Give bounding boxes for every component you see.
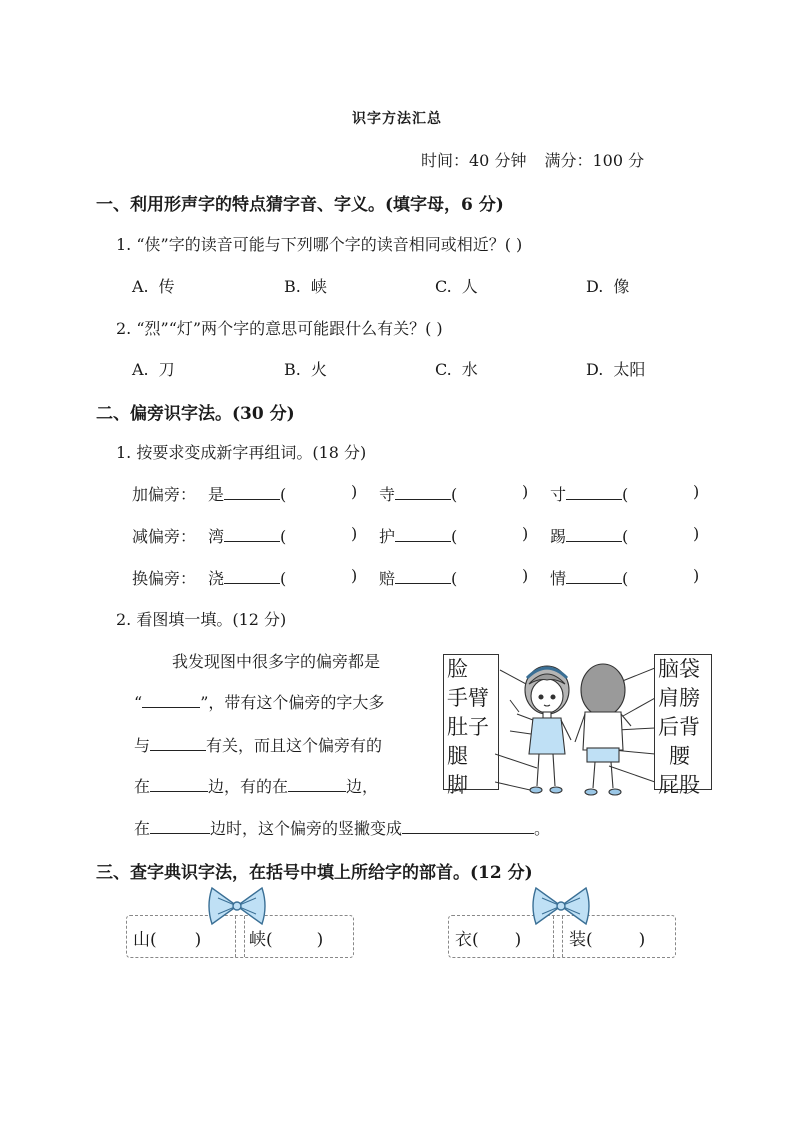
char-hou: 后 [658, 715, 679, 739]
bow-icon [206, 884, 268, 928]
answer-blank[interactable] [395, 483, 451, 500]
close-paren: ) [351, 524, 358, 543]
char-row [447, 684, 495, 713]
char-face: 脸 [447, 657, 468, 681]
s1-q2-stem: 2. “烈”“灯”两个字的意思可能跟什么有关？( ) [116, 319, 443, 338]
close-paren: ) [522, 566, 529, 585]
answer-blank[interactable] [224, 525, 280, 542]
row-label: 减偏旁： [132, 527, 197, 546]
fill-item: 赔 ( [379, 569, 458, 588]
s1-q2-option-c[interactable]: C. 水 [435, 360, 478, 379]
answer-blank[interactable] [224, 567, 280, 584]
char-bag: 袋 [679, 657, 700, 681]
s1-q1-option-d[interactable]: D. 像 [586, 277, 630, 296]
s1-q2-option-b[interactable]: B. 火 [284, 360, 327, 379]
close-paren: ) [351, 566, 358, 585]
answer-blank[interactable] [142, 691, 200, 708]
char-row [658, 742, 708, 771]
front-girl [517, 666, 571, 793]
close-paren: ) [693, 524, 700, 543]
s1-q1-option-a[interactable]: A. 传 [132, 277, 175, 296]
answer-blank[interactable] [566, 483, 622, 500]
char-bang: 膀 [679, 686, 700, 710]
radical-item: 衣( ) [455, 930, 522, 950]
char-pi: 屁 [658, 773, 679, 797]
char-leg: 腿 [447, 744, 468, 768]
radical-item: 装( ) [569, 930, 646, 950]
girls-illustration [495, 654, 655, 802]
bow-icon [530, 884, 592, 928]
s2-q2-stem: 2. 看图填一填。(12 分) [116, 610, 287, 629]
time-limit: 时间：40 分钟 [421, 151, 527, 170]
s1-q2-option-a[interactable]: A. 刀 [132, 360, 175, 379]
answer-blank[interactable] [402, 817, 534, 834]
fill-item: 寺 ( [379, 485, 458, 504]
s2-q1-stem: 1. 按要求变成新字再组词。(18 分) [116, 443, 367, 462]
left-char-box [443, 654, 499, 797]
fill-item: 湾 ( [208, 527, 287, 546]
row-label: 加偏旁： [132, 485, 197, 504]
answer-blank[interactable] [150, 734, 206, 751]
char-brain: 脑 [658, 657, 679, 681]
char-arm: 臂 [468, 686, 489, 710]
s2-q2-line1: 我发现图中很多字的偏旁都是 [172, 652, 381, 671]
char-belly: 肚 [447, 715, 468, 739]
char-row [658, 655, 708, 684]
exam-meta [421, 148, 644, 171]
close-paren: ) [522, 482, 529, 501]
s1-q1-option-c[interactable]: C. 人 [435, 277, 478, 296]
char-row [447, 771, 495, 800]
close-paren: ) [693, 566, 700, 585]
s2-q2-line2: “ ”，带有这个偏旁的字大多 [134, 693, 385, 712]
char-hand: 手 [447, 686, 468, 710]
char-row [447, 742, 495, 771]
section2-heading: 二、偏旁识字法。(30 分) [96, 404, 295, 424]
answer-blank[interactable] [395, 567, 451, 584]
full-score: 满分：100 分 [544, 151, 645, 170]
fill-item: 情 ( [550, 569, 629, 588]
answer-blank[interactable] [224, 483, 280, 500]
char-foot: 脚 [447, 773, 468, 797]
close-paren: ) [693, 482, 700, 501]
char-waist: 腰 [669, 744, 690, 768]
page-title: 识字方法汇总 [352, 111, 442, 127]
row-label: 换偏旁： [132, 569, 197, 588]
char-row [447, 713, 495, 742]
section1-heading: 一、利用形声字的特点猜字音、字义。(填字母，6 分) [96, 195, 504, 215]
close-paren: ) [351, 482, 358, 501]
char-row [658, 771, 708, 800]
char-row [447, 655, 495, 684]
fill-item: 护 ( [379, 527, 458, 546]
fill-item: 寸 ( [550, 485, 629, 504]
s2-q2-line4: 在 边，有的在 边， [134, 777, 379, 796]
char-back: 背 [679, 715, 700, 739]
answer-blank[interactable] [566, 567, 622, 584]
fill-item: 浇 ( [208, 569, 287, 588]
section3-heading: 三、查字典识字法，在括号中填上所给字的部首。(12 分) [96, 863, 533, 883]
s1-q2-option-d[interactable]: D. 太阳 [586, 360, 646, 379]
radical-item: 峡( ) [249, 930, 324, 950]
answer-blank[interactable] [566, 525, 622, 542]
answer-blank[interactable] [150, 817, 210, 834]
answer-blank[interactable] [288, 775, 346, 792]
answer-blank[interactable] [150, 775, 208, 792]
fill-item: 踢 ( [550, 527, 629, 546]
char-gu: 股 [679, 773, 700, 797]
fill-item: 是 ( [208, 485, 287, 504]
s1-q1-option-b[interactable]: B. 峡 [284, 277, 327, 296]
right-char-box [654, 654, 712, 797]
s2-q2-line5: 在 边时，这个偏旁的竖撇变成 。 [134, 819, 551, 838]
char-row [658, 684, 708, 713]
char-row [658, 713, 708, 742]
char-zi: 子 [468, 715, 489, 739]
s1-q1-stem: 1. “侠”字的读音可能与下列哪个字的读音相同或相近？( ) [116, 235, 523, 254]
radical-item: 山( ) [133, 930, 202, 950]
pointer-lines [495, 668, 655, 792]
answer-blank[interactable] [395, 525, 451, 542]
char-shoulder: 肩 [658, 686, 679, 710]
close-paren: ) [522, 524, 529, 543]
s2-q2-line3: 与 有关，而且这个偏旁有的 [134, 736, 383, 755]
